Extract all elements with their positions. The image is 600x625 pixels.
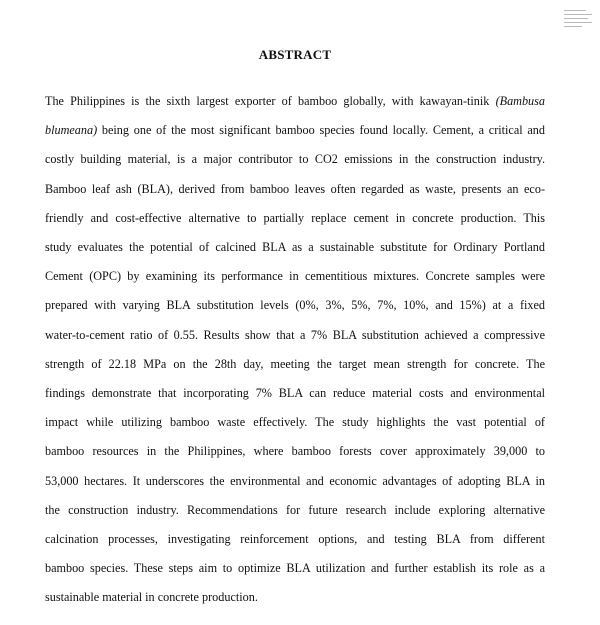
line-text: being one of the most significant bamboo species found locally. Cement, a critical and	[97, 123, 545, 138]
abstract-line	[45, 350, 545, 379]
abstract-line	[45, 437, 545, 466]
line-text: prepared with varying BLA substitution levels (0%, 3%, 5%, 7%, 10%, and 15%) at a fixed	[45, 298, 545, 313]
abstract-line	[45, 116, 545, 145]
abstract-line	[45, 262, 545, 291]
abstract-line	[45, 467, 545, 496]
page-thumbnail-icon[interactable]	[564, 8, 592, 30]
abstract-line	[45, 87, 545, 116]
abstract-line	[45, 379, 545, 408]
abstract-line	[45, 525, 545, 554]
abstract-line	[45, 233, 545, 262]
species-name: (Bambusa	[495, 94, 545, 108]
abstract-line	[45, 554, 545, 583]
abstract-line	[45, 291, 545, 320]
abstract-line	[45, 321, 545, 350]
abstract-heading: ABSTRACT	[258, 47, 332, 62]
line-text: water-to-cement ratio of 0.55. Results show that a 7% BLA substitution achieved a compressive	[45, 327, 545, 342]
line-text: sustainable material in concrete production.	[45, 590, 258, 605]
line-text: Bamboo leaf ash (BLA), derived from bamboo leaves often regarded as waste, presents an eco-	[45, 181, 545, 196]
species-name: blumeana)	[45, 123, 98, 138]
abstract-line	[45, 175, 545, 204]
line-text: Cement (OPC) by examining its performance in cementitious mixtures. Concrete samples were	[45, 269, 545, 284]
abstract-line	[45, 583, 545, 612]
line-text: calcination processes, investigating reinforcement options, and testing BLA from different	[45, 532, 545, 547]
abstract-line	[45, 204, 545, 233]
line-text: bamboo resources in the Philippines, where bamboo forests cover approximately 39,000 to	[45, 444, 545, 459]
line-text: strength of 22.18 MPa on the 28th day, meeting the target mean strength for concrete. The	[45, 356, 545, 371]
line-text: friendly and cost-effective alternative to partially replace cement in concrete production. This	[45, 210, 545, 225]
line-text: The Philippines is the sixth largest exporter of bamboo globally, with kawayan-tinik	[45, 94, 496, 108]
line-text: bamboo species. These steps aim to optimize BLA utilization and further establish its role as a	[45, 561, 545, 576]
abstract-line	[45, 145, 545, 174]
line-text: costly building material, is a major contributor to CO2 emissions in the construction industry.	[45, 152, 545, 167]
abstract-paragraph	[45, 87, 545, 613]
line-text: study evaluates the potential of calcined BLA as a sustainable substitute for Ordinary Portland	[45, 240, 545, 255]
line-text: impact while utilizing bamboo waste effectively. The study highlights the vast potential of	[45, 415, 545, 430]
abstract-line	[45, 408, 545, 437]
line-text: the construction industry. Recommendations for future research include exploring alternative	[45, 502, 545, 517]
abstract-line	[45, 496, 545, 525]
line-text: findings demonstrate that incorporating 7% BLA can reduce material costs and environmental	[45, 386, 545, 401]
line-text: 53,000 hectares. It underscores the environmental and economic advantages of adopting BLA in	[45, 473, 545, 488]
